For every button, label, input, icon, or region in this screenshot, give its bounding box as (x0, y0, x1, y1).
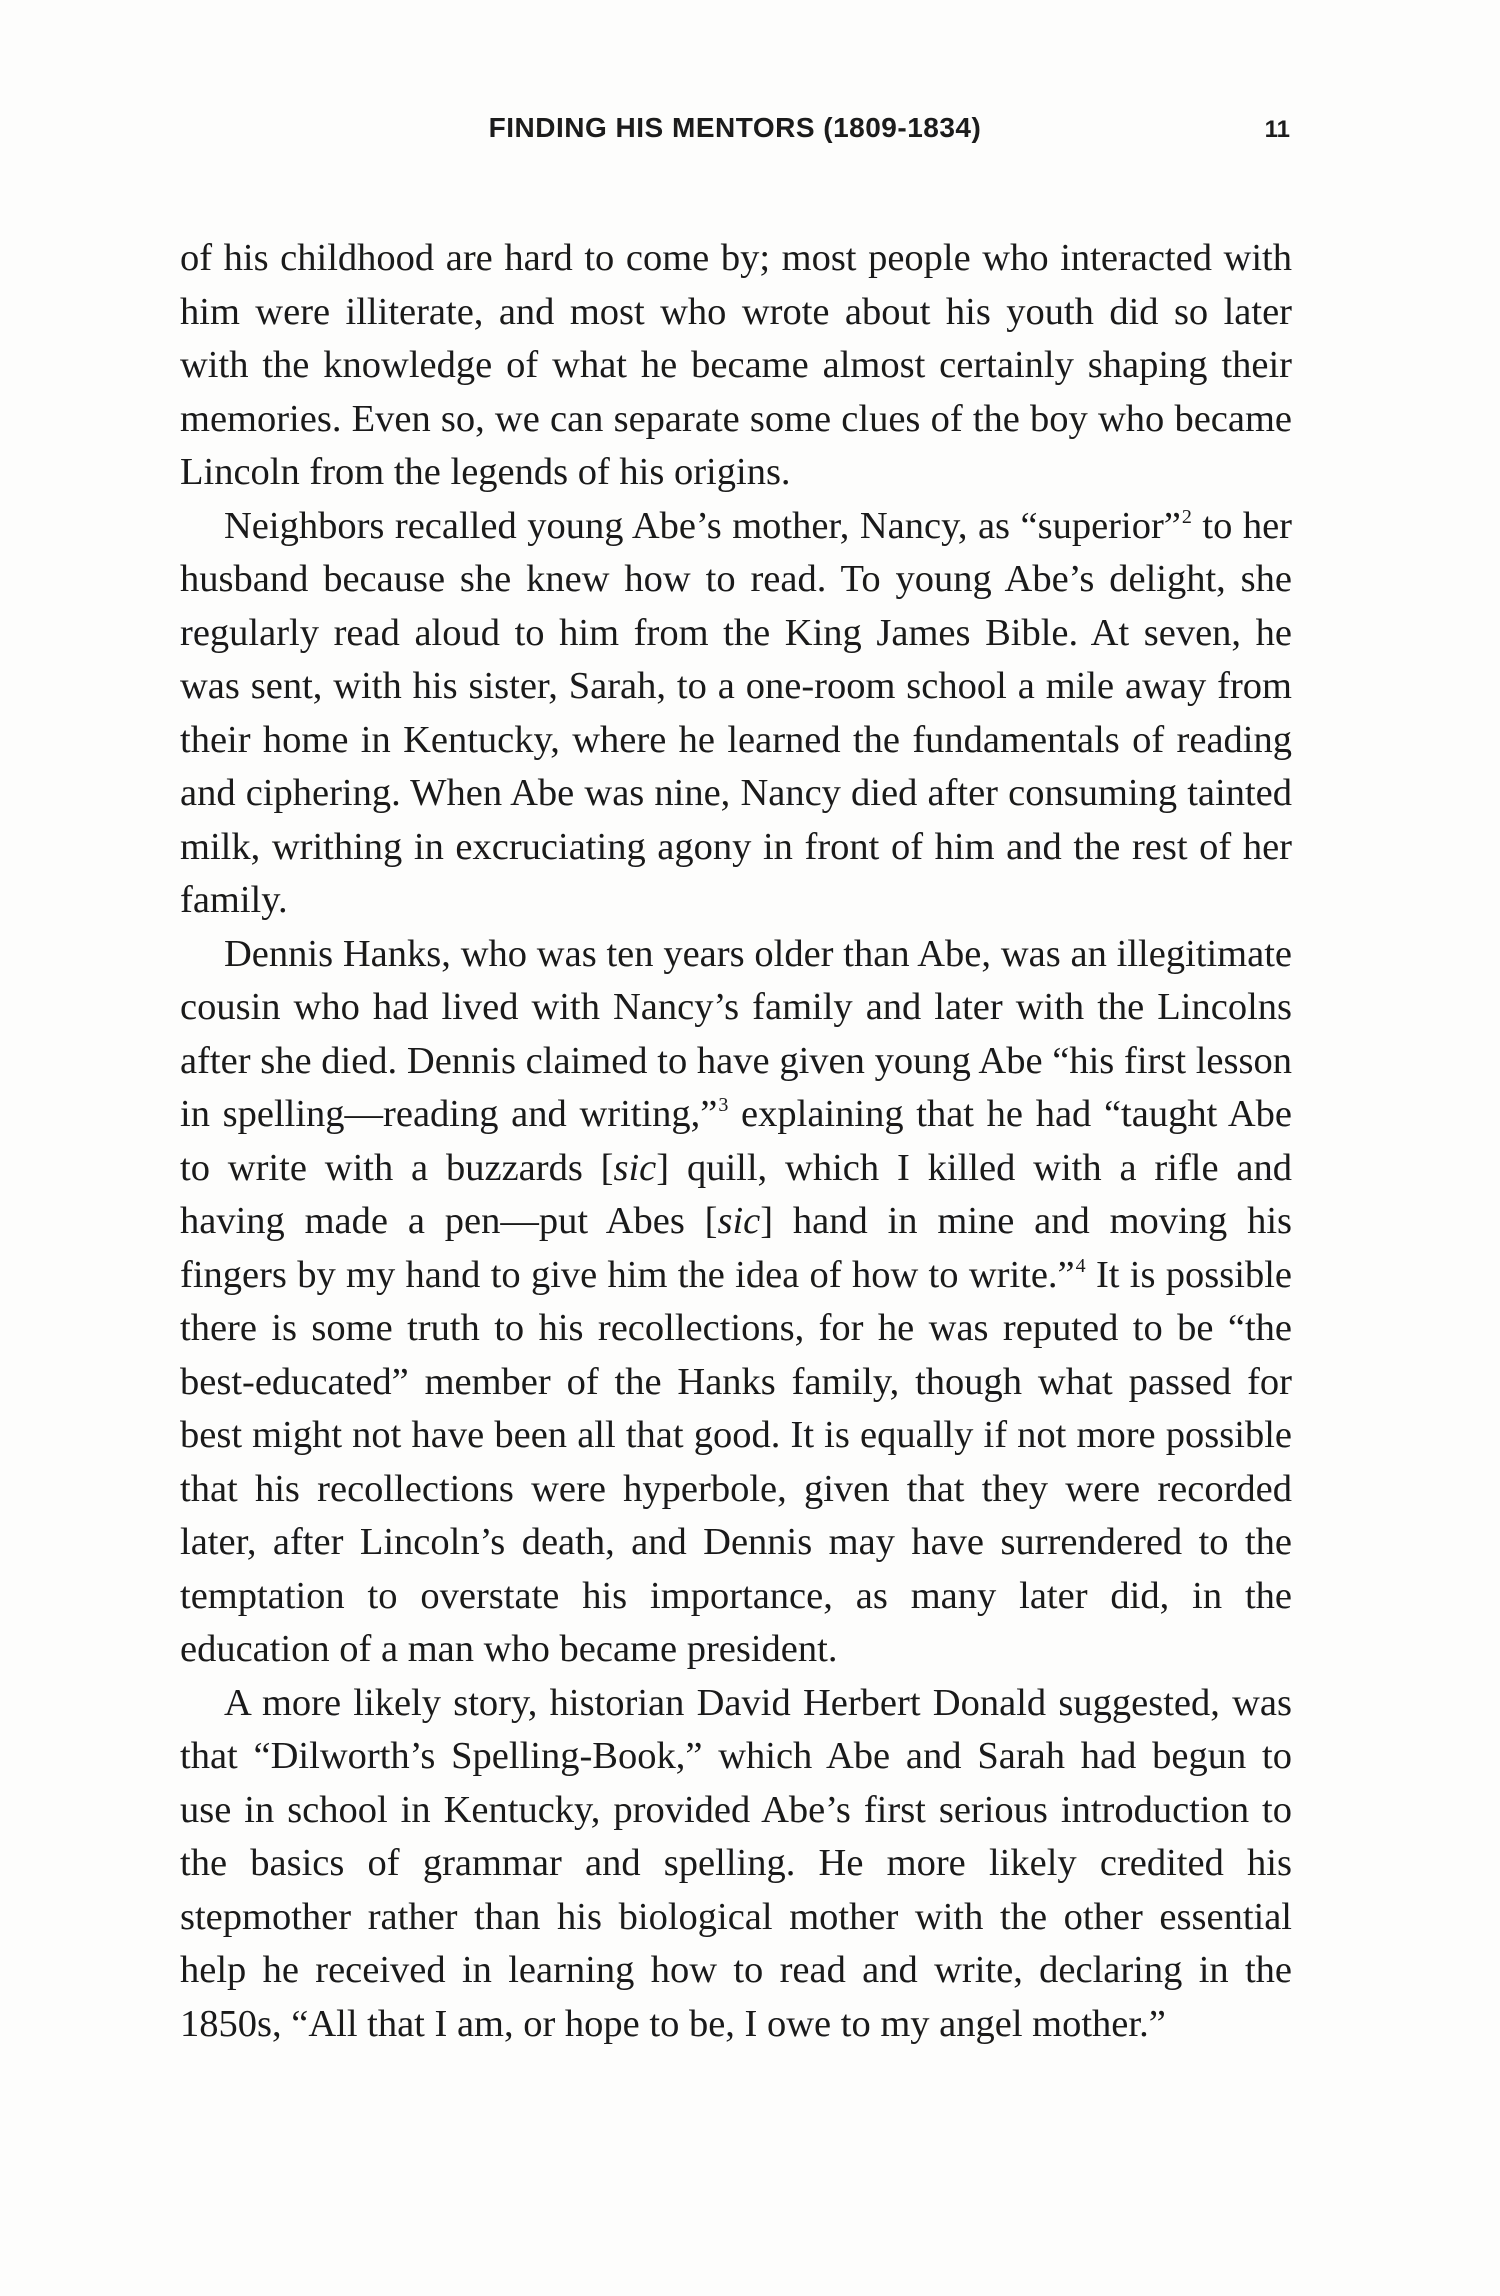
paragraph-text: of his childhood are hard to come by; most people who interacted with him were illiterate, and most who wrote about his youth did so later with the knowledge of what he became almost certainly shaping their memories. Even so, we can separate some clues of the boy who became Lincoln from the legends of his origins. (180, 237, 1292, 493)
paragraph-text: ] quill, which I killed with a rifle and having made a pen—put Abes [ (180, 1146, 1292, 1242)
running-head (180, 112, 1290, 162)
running-title: FINDING HIS MENTORS (1809-1834) (488, 112, 982, 143)
paragraph-text: explaining that he had “taught Abe to write with a buzzards [ (180, 1093, 1292, 1189)
footnote-marker: 3 (718, 1094, 729, 1116)
page-number: 11 (1264, 116, 1290, 143)
footnote-marker: 4 (1075, 1254, 1086, 1277)
paragraph-text: Neighbors recalled young Abe’s mother, Nancy, as “superior” (224, 504, 1181, 547)
body-text (180, 232, 1292, 2051)
sic-italic: sic (613, 1146, 657, 1189)
paragraph-text: It is possible there is some truth to his recollections, for he was reputed to be “the best-educated” member of the Hanks family, though what passed for best might not have been all that good. It is equally if not more possible that his recollections were hyperbole, given that they were recorded later, after Lincoln’s death, and Dennis may have surrendered to the temptation to overstate his importance, as many later did, in the education of a man who became president. (180, 1253, 1292, 1670)
paragraph-2 (180, 500, 1292, 928)
paragraph-text: ] hand in mine and moving his fingers by my hand to give him the idea of how to write.” (180, 1200, 1292, 1296)
paragraph-4 (180, 1677, 1292, 2052)
paragraph-text: to her husband because she knew how to read. To young Abe’s delight, she regularly read aloud to him from the King James Bible. At seven, he was sent, with his sister, Sarah, to a one-room school a mile away from their home in Kentucky, where he learned the fundamentals of reading and ciphering. When Abe was nine, Nancy died after consuming tainted milk, writhing in excruciating agony in front of him and the rest of her family. (180, 504, 1292, 921)
paragraph-3 (180, 928, 1292, 1677)
paragraph-text: Dennis Hanks, who was ten years older than Abe, was an illegitimate cousin who had lived with Nancy’s family and later with the Lincolns after she died. Dennis claimed to have given young Abe “his first lesson in spelling—reading and writing,” (180, 932, 1292, 1135)
sic-italic: sic (717, 1200, 761, 1242)
paragraph-text: A more likely story, historian David Herbert Donald suggested, was that “Dilworth’s Spelling-Book,” which Abe and Sarah had begun to use in school in Kentucky, provided Abe’s first serious introduction to the basics of grammar and spelling. He more likely credited his stepmother rather than his biological mother with the other essential help he received in learning how to read and write, declaring in the 1850s, “All that I am, or hope to be, I owe to my angel mother.” (180, 1681, 1292, 2045)
paragraph-1 (180, 232, 1292, 500)
footnote-marker: 2 (1181, 505, 1192, 528)
